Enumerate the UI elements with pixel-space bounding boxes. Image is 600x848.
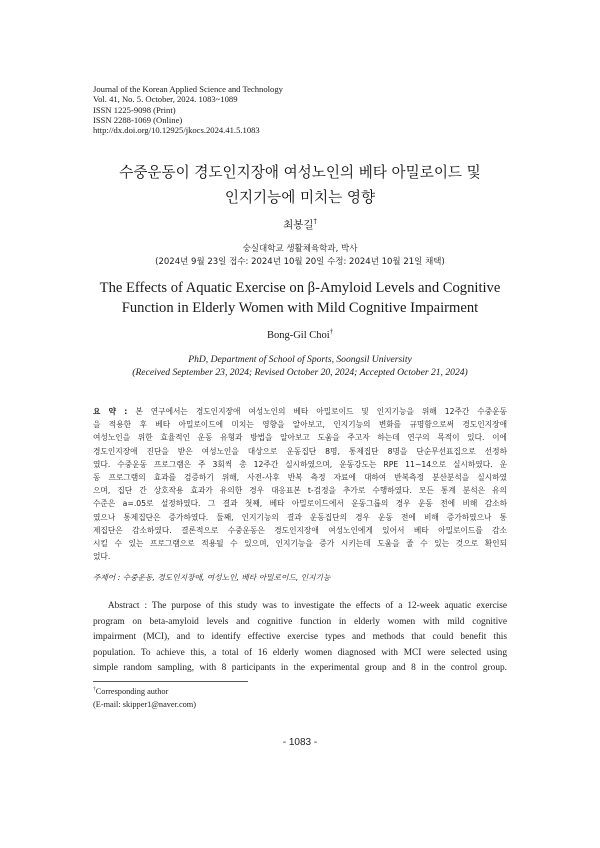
keywords [93, 572, 507, 583]
footnote-email: (E-mail: skipper1@naver.com) [93, 699, 197, 709]
english-abstract-label: Abstract : [107, 601, 148, 611]
korean-abstract-line: 수준은 a=.05로 설정하였다. 그 결과 첫째, 베타 아밀로이드에서 운동그룹의 경우 운동 전에 비해 감소하 [93, 499, 507, 509]
korean-dates: (2024년 9월 23일 접수: 2024년 10월 20일 수정: 2024년 10월 21일 채택) [155, 257, 445, 267]
english-title [40, 279, 560, 318]
issn-print: ISSN 1225-9098 (Print) [93, 104, 176, 115]
korean-abstract-label: 요 약 : [93, 407, 128, 416]
english-affiliation: PhD, Department of School of Sports, Soongsil University [188, 354, 412, 365]
korean-title-line1: 수중운동이 경도인지장애 여성노인의 베타 아밀로이드 및 [119, 164, 481, 181]
english-dates: (Received September 23, 2024; Revised October 20, 2024; Accepted October 21, 2024) [132, 367, 468, 378]
english-author-name: Bong-Gil Choi [266, 330, 330, 341]
keywords-text: 수중운동, 경도인지장애, 여성노인, 베타 아밀로이드, 인지기능 [122, 573, 331, 582]
korean-title [60, 160, 540, 210]
page-number: - 1083 - [282, 737, 318, 748]
footnote-divider [93, 681, 248, 682]
english-abstract-line: population. To achieve this, a total of 16 elderly women diagnosed with MCI were selected using [93, 647, 507, 658]
korean-abstract-line: 였다. 수중운동 프로그램은 주 3회씩 총 12주간 실시하였으며, 운동강도는 RPE 11~14으로 실시하였다. 운 [93, 459, 507, 469]
english-author-mark: † [329, 328, 334, 336]
korean-abstract-line: 여성노인을 위한 효율적인 운동 유형과 방법을 알아보고 도움을 주고자 하는데 연구의 목적이 있다. 이에 [93, 433, 507, 443]
english-title-line1: The Effects of Aquatic Exercise on β-Amyloid Levels and Cognitive [99, 280, 501, 296]
english-abstract-line: program on beta-amyloid levels and cognitive function in elderly women with mild cognitive [93, 616, 507, 627]
korean-abstract-line: 을 적용한 후 베타 아밀로이드에 미치는 영향을 알아보고, 인지기능의 변화를 규명함으로써 경도인지장애 [93, 420, 507, 430]
korean-abstract-line: 동 프로그램의 효과를 검증하기 위해, 사전-사후 반복 측정 자료에 대하여 반복측정 분산분석을 실시하였 [93, 472, 507, 482]
korean-abstract-line: 요 약 : 본 연구에서는 경도인지장애 여성노인의 베타 아밀로이드 및 인지기능을 위해 12주간 수중운동 [93, 407, 507, 416]
keywords-label: 주제어 : [93, 573, 121, 582]
footnote-corresponding: †Corresponding author [93, 686, 169, 696]
journal-header [93, 84, 393, 135]
korean-title-line2: 인지기능에 미치는 영향 [224, 189, 376, 206]
footnote-mark: † [93, 686, 96, 693]
korean-author [60, 217, 540, 232]
korean-abstract-line: 제집단은 감소하였다. 결론적으로 수중운동은 경도인지장애 여성노인에게 있어서 베타 아밀로이드를 감소 [93, 525, 507, 535]
english-abstract-line: simple random sampling, with 8 participants in the experimental group and 8 in the control group. [93, 663, 507, 674]
korean-affiliation: 숭실대학교 생활체육학과, 박사 [242, 244, 358, 254]
english-abstract-line: Abstract : The purpose of this study was to investigate the effects of a 12-week aquatic exercise [107, 601, 507, 611]
korean-abstract-line: 경도인지장애 진단을 받은 여성노인을 대상으로 운동집단 8명, 통제집단 8명을 단순무선표집으로 선정하 [93, 446, 507, 456]
korean-author-name: 최봉길 [283, 219, 314, 231]
doi-link[interactable]: http://dx.doi.org/10.12925/jkocs.2024.41.5.1083 [93, 125, 260, 136]
english-abstract [93, 599, 507, 677]
korean-abstract [93, 405, 507, 563]
journal-volume: Vol. 41, No. 5. October, 2024. 1083~1089 [93, 94, 238, 105]
korean-abstract-line: 으며, 집단 간 상호작용 효과가 유의한 경우 대응표본 t-검정을 추가로 수행하였다. 모든 통계 분석은 유의 [93, 486, 507, 496]
korean-abstract-line: 시킬 수 있는 프로그램으로 적용될 수 있으며, 인지기능을 증가 시키는데 도움을 줄 수 있는 것으로 확인되 [93, 538, 507, 548]
issn-online: ISSN 2288-1069 (Online) [93, 114, 183, 125]
english-affiliation-block [40, 353, 560, 379]
journal-name: Journal of the Korean Applied Science and Technology [93, 84, 283, 94]
korean-author-mark: † [313, 217, 317, 226]
korean-affiliation-block [40, 243, 560, 269]
english-abstract-line: impairment (MCI), and to identify effective exercise types and methods that could benefit this [93, 632, 507, 643]
english-author [60, 330, 540, 341]
korean-abstract-line: 였으나 통제집단은 증가하였다. 둘째, 인지기능의 결과 운동집단의 경우 운동 전에 비해 증가하였으나 통 [93, 512, 507, 522]
footnote [93, 686, 393, 711]
english-title-line2: Function in Elderly Women with Mild Cognitive Impairment [121, 299, 479, 316]
korean-abstract-line: 었다. [93, 552, 111, 562]
